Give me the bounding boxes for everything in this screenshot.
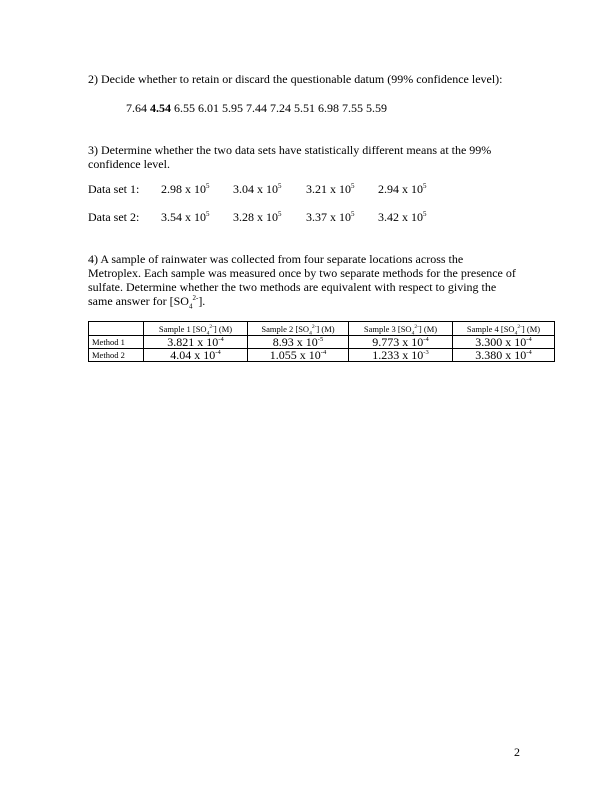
data-set-2-value: 3.54 x $10^5$ bbox=[161, 210, 210, 224]
data-set-2-value: 3.42 x $10^5$ bbox=[378, 210, 427, 224]
q2-data bbox=[126, 101, 387, 115]
data-set-1-value: 3.04 x $10^5$ bbox=[233, 182, 282, 196]
data-set-1-value: 2.98 x $10^5$ bbox=[161, 182, 210, 196]
sulfate-table bbox=[88, 321, 555, 362]
table-corner-cell bbox=[89, 322, 144, 336]
table-cell: 3.821 x $10^{-4}$ bbox=[144, 336, 248, 349]
table-cell: 1.055 x $10^{-4}$ bbox=[248, 349, 349, 362]
q4-prompt-line4: same answer for $[SO_4^{2-}]$. bbox=[88, 294, 206, 311]
q2-data-after: 6.55 6.01 5.95 7.44 7.24 5.51 6.98 7.55 5.59 bbox=[174, 101, 387, 115]
q2-data-before: 7.64 bbox=[126, 101, 147, 115]
table-row bbox=[89, 349, 555, 362]
table-cell: 3.300 x $10^{-4}$ bbox=[453, 336, 555, 349]
column-header: Sample 3 $[SO_4^{2-}]$ (M) bbox=[349, 322, 453, 336]
page-number: 2 bbox=[514, 745, 520, 759]
table-cell: 3.380 x $10^{-4}$ bbox=[453, 349, 555, 362]
q2-questionable-datum: 4.54 bbox=[150, 101, 171, 115]
table-cell: 1.233 x $10^{-3}$ bbox=[349, 349, 453, 362]
q4-prompt-line1: 4) A sample of rainwater was collected from four separate locations across the bbox=[88, 252, 464, 266]
data-set-1-value: 2.94 x $10^5$ bbox=[378, 182, 427, 196]
column-header: Sample 1 $[SO_4^{2-}]$ (M) bbox=[144, 322, 248, 336]
data-set-2-value: 3.28 x $10^5$ bbox=[233, 210, 282, 224]
table-cell: 8.93 x $10^{-5}$ bbox=[248, 336, 349, 349]
table-header-row bbox=[89, 322, 555, 336]
data-set-2-value: 3.37 x $10^5$ bbox=[306, 210, 355, 224]
table-row bbox=[89, 336, 555, 349]
data-set-1-label: Data set 1: bbox=[88, 182, 140, 196]
row-label: Method 1 bbox=[89, 336, 144, 349]
q4-prompt-line2: Metroplex. Each sample was measured once by two separate methods for the presence of bbox=[88, 266, 516, 280]
q4-prompt-line3: sulfate. Determine whether the two methods are equivalent with respect to giving the bbox=[88, 280, 497, 294]
q2-prompt: 2) Decide whether to retain or discard the questionable datum (99% confidence level): bbox=[88, 72, 503, 86]
data-set-2-label: Data set 2: bbox=[88, 210, 140, 224]
data-set-1-value: 3.21 x $10^5$ bbox=[306, 182, 355, 196]
row-label: Method 2 bbox=[89, 349, 144, 362]
q3-prompt-line1: 3) Determine whether the two data sets have statistically different means at the 99% bbox=[88, 143, 492, 157]
table-cell: 9.773 x $10^{-4}$ bbox=[349, 336, 453, 349]
q3-prompt-line2: confidence level. bbox=[88, 157, 170, 171]
table-cell: 4.04 x $10^{-4}$ bbox=[144, 349, 248, 362]
column-header: Sample 4 $[SO_4^{2-}]$ (M) bbox=[453, 322, 555, 336]
column-header: Sample 2 $[SO_4^{2-}]$ (M) bbox=[248, 322, 349, 336]
